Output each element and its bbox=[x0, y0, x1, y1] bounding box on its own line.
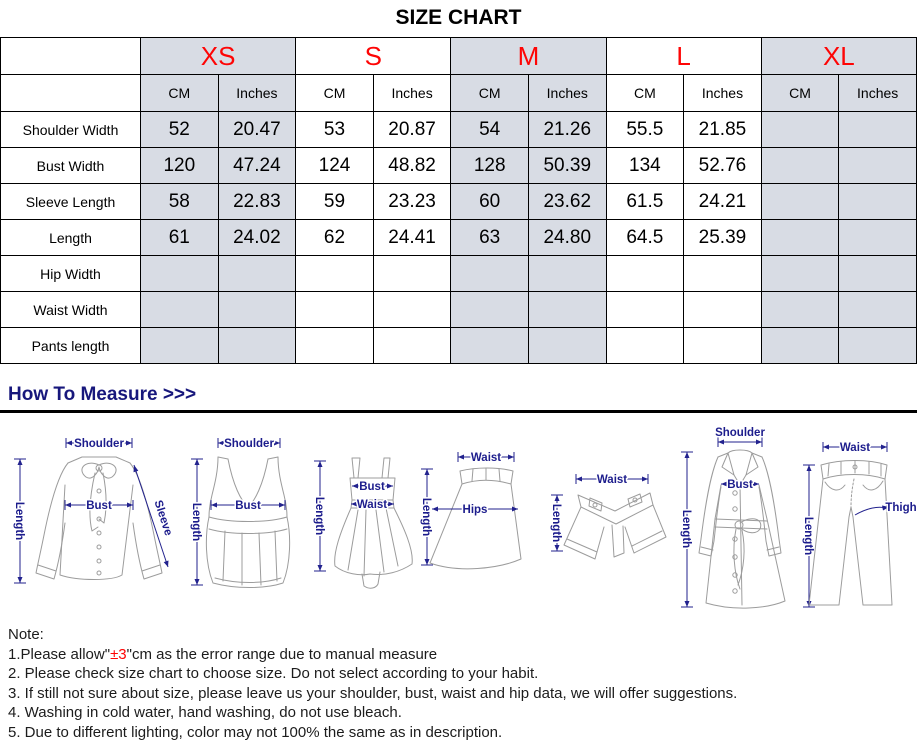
length-arrow bbox=[802, 465, 815, 607]
value-cell bbox=[528, 292, 606, 328]
value-cell: 24.21 bbox=[684, 184, 762, 220]
row-label: Sleeve Length bbox=[1, 184, 141, 220]
value-cell bbox=[451, 328, 529, 364]
value-cell: 63 bbox=[451, 220, 529, 256]
value-cell bbox=[373, 328, 451, 364]
unit-header: CM bbox=[296, 75, 374, 112]
value-cell: 59 bbox=[296, 184, 374, 220]
value-cell bbox=[839, 148, 917, 184]
value-cell bbox=[373, 256, 451, 292]
bust-arrow bbox=[721, 479, 759, 491]
value-cell: 21.26 bbox=[528, 112, 606, 148]
note-1-prefix: 1.Please allow" bbox=[8, 645, 111, 663]
value-cell: 134 bbox=[606, 148, 684, 184]
value-cell: 60 bbox=[451, 184, 529, 220]
value-cell bbox=[606, 256, 684, 292]
value-cell bbox=[839, 184, 917, 220]
value-cell: 20.87 bbox=[373, 112, 451, 148]
tank-top-figure bbox=[185, 435, 297, 593]
waist-arrow bbox=[576, 474, 648, 486]
unit-header: Inches bbox=[839, 75, 917, 112]
blouse-length-label: Length bbox=[13, 501, 25, 541]
table-row bbox=[1, 148, 917, 184]
hips-arrow bbox=[432, 504, 518, 516]
length-arrow bbox=[13, 459, 26, 583]
value-cell bbox=[839, 292, 917, 328]
unit-header: Inches bbox=[684, 75, 762, 112]
pants-waist-label: Waist bbox=[839, 442, 871, 454]
value-cell: 55.5 bbox=[606, 112, 684, 148]
dress-waist-label: Waist bbox=[356, 499, 388, 511]
value-cell bbox=[373, 292, 451, 328]
value-cell bbox=[761, 148, 839, 184]
value-cell bbox=[761, 328, 839, 364]
corner-cell bbox=[1, 75, 141, 112]
value-cell bbox=[606, 292, 684, 328]
measurement-figures bbox=[0, 413, 917, 619]
size-header-row bbox=[1, 38, 917, 75]
value-cell bbox=[218, 292, 296, 328]
coat-length-label: Length bbox=[680, 509, 692, 549]
bust-arrow bbox=[65, 500, 133, 512]
coat-bust-label: Bust bbox=[727, 479, 753, 491]
note-line-4: 4. Washing in cold water, hand washing, do not use bleach. bbox=[8, 704, 402, 721]
length-arrow bbox=[190, 459, 203, 585]
value-cell: 58 bbox=[141, 184, 219, 220]
shoulder-arrow bbox=[218, 438, 280, 450]
value-cell bbox=[761, 112, 839, 148]
value-cell: 128 bbox=[451, 148, 529, 184]
shorts-length-label: Length bbox=[550, 503, 562, 543]
value-cell bbox=[528, 256, 606, 292]
bust-arrow bbox=[211, 500, 285, 512]
pants-figure bbox=[793, 435, 917, 615]
value-cell: 21.85 bbox=[684, 112, 762, 148]
tolerance-value: ±3 bbox=[110, 645, 127, 663]
pants-length-label: Length bbox=[802, 516, 814, 556]
skirt-length-label: Length bbox=[420, 497, 432, 537]
size-header-m: M bbox=[451, 38, 606, 75]
sleeve-arrow bbox=[134, 465, 175, 567]
table-row bbox=[1, 256, 917, 292]
table-row bbox=[1, 112, 917, 148]
shorts-waist-label: Waist bbox=[596, 474, 628, 486]
value-cell: 24.02 bbox=[218, 220, 296, 256]
value-cell: 62 bbox=[296, 220, 374, 256]
value-cell bbox=[839, 220, 917, 256]
value-cell bbox=[761, 256, 839, 292]
dress-bust-label: Bust bbox=[359, 481, 385, 493]
size-header-l: L bbox=[606, 38, 761, 75]
waist-arrow bbox=[458, 452, 514, 464]
value-cell: 48.82 bbox=[373, 148, 451, 184]
tank-bust-label: Bust bbox=[235, 500, 261, 512]
waist-arrow bbox=[823, 442, 887, 454]
value-cell bbox=[141, 292, 219, 328]
value-cell: 64.5 bbox=[606, 220, 684, 256]
value-cell: 61.5 bbox=[606, 184, 684, 220]
thigh-arrow bbox=[855, 502, 917, 515]
value-cell bbox=[684, 292, 762, 328]
row-label: Shoulder Width bbox=[1, 112, 141, 148]
unit-header: Inches bbox=[218, 75, 296, 112]
size-header-s: S bbox=[296, 38, 451, 75]
length-arrow bbox=[680, 452, 693, 607]
size-header-xl: XL bbox=[761, 38, 916, 75]
how-to-measure-heading: How To Measure >>> bbox=[8, 384, 197, 405]
row-label: Hip Width bbox=[1, 256, 141, 292]
blouse-sleeve-label: Sleeve bbox=[151, 498, 175, 538]
unit-header: CM bbox=[761, 75, 839, 112]
table-row bbox=[1, 292, 917, 328]
value-cell: 24.41 bbox=[373, 220, 451, 256]
value-cell bbox=[839, 328, 917, 364]
unit-header: CM bbox=[606, 75, 684, 112]
table-row bbox=[1, 328, 917, 364]
value-cell: 24.80 bbox=[528, 220, 606, 256]
row-label: Bust Width bbox=[1, 148, 141, 184]
value-cell: 25.39 bbox=[684, 220, 762, 256]
value-cell: 52.76 bbox=[684, 148, 762, 184]
value-cell bbox=[451, 292, 529, 328]
value-cell: 23.23 bbox=[373, 184, 451, 220]
page-title: SIZE CHART bbox=[395, 6, 522, 29]
unit-header: Inches bbox=[373, 75, 451, 112]
notes-heading: Note: bbox=[8, 626, 44, 643]
value-cell: 124 bbox=[296, 148, 374, 184]
value-cell: 120 bbox=[141, 148, 219, 184]
note-1-suffix: "cm as the error range due to manual measure bbox=[126, 645, 438, 663]
coat-shoulder-label: Shoulder bbox=[715, 427, 765, 439]
pants-thigh-label: Thigh bbox=[885, 502, 917, 514]
value-cell bbox=[296, 328, 374, 364]
dress-figure bbox=[300, 438, 425, 593]
row-label: Length bbox=[1, 220, 141, 256]
unit-header-row bbox=[1, 75, 917, 112]
shorts-figure bbox=[540, 453, 675, 571]
value-cell bbox=[141, 328, 219, 364]
value-cell: 50.39 bbox=[528, 148, 606, 184]
value-cell: 47.24 bbox=[218, 148, 296, 184]
blouse-shoulder-label: Shoulder bbox=[74, 438, 124, 450]
value-cell: 52 bbox=[141, 112, 219, 148]
skirt-waist-label: Waist bbox=[470, 452, 502, 464]
skirt-hips-label: Hips bbox=[462, 504, 488, 516]
blouse-bust-label: Bust bbox=[86, 500, 112, 512]
value-cell: 22.83 bbox=[218, 184, 296, 220]
note-line-2: 2. Please check size chart to choose size. Do not select according to your habit. bbox=[8, 665, 539, 682]
unit-header: CM bbox=[451, 75, 529, 112]
size-header-xs: XS bbox=[141, 38, 296, 75]
dress-length-label: Length bbox=[313, 496, 325, 536]
shoulder-arrow bbox=[66, 438, 132, 450]
waist-arrow bbox=[351, 499, 394, 511]
note-line-1 bbox=[8, 645, 917, 665]
tank-length-label: Length bbox=[190, 502, 202, 542]
row-label: Pants length bbox=[1, 328, 141, 364]
shoulder-arrow bbox=[715, 427, 765, 447]
value-cell bbox=[528, 328, 606, 364]
value-cell bbox=[684, 328, 762, 364]
value-cell bbox=[761, 184, 839, 220]
value-cell: 53 bbox=[296, 112, 374, 148]
value-cell bbox=[218, 328, 296, 364]
value-cell bbox=[606, 328, 684, 364]
unit-header: CM bbox=[141, 75, 219, 112]
coat-figure bbox=[678, 427, 800, 615]
note-line-3: 3. If still not sure about size, please leave us your shoulder, bust, waist and hip data, we will offer suggestions. bbox=[8, 684, 738, 702]
value-cell bbox=[839, 256, 917, 292]
length-arrow bbox=[313, 461, 326, 571]
value-cell: 20.47 bbox=[218, 112, 296, 148]
bust-arrow bbox=[352, 481, 393, 493]
value-cell: 54 bbox=[451, 112, 529, 148]
size-table bbox=[0, 37, 917, 364]
blouse-figure bbox=[8, 435, 180, 593]
note-line-5: 5. Due to different lighting, color may not 100% the same as in description. bbox=[8, 723, 503, 741]
value-cell bbox=[218, 256, 296, 292]
length-arrow bbox=[550, 495, 563, 551]
length-arrow bbox=[420, 469, 433, 565]
tank-shoulder-label: Shoulder bbox=[224, 438, 274, 450]
value-cell bbox=[296, 292, 374, 328]
corner-cell bbox=[1, 38, 141, 75]
notes-section bbox=[8, 625, 917, 742]
value-cell bbox=[761, 292, 839, 328]
table-row bbox=[1, 220, 917, 256]
value-cell bbox=[839, 112, 917, 148]
value-cell bbox=[296, 256, 374, 292]
value-cell bbox=[141, 256, 219, 292]
unit-header: Inches bbox=[528, 75, 606, 112]
table-row bbox=[1, 184, 917, 220]
value-cell: 61 bbox=[141, 220, 219, 256]
skirt-figure bbox=[418, 447, 528, 577]
value-cell: 23.62 bbox=[528, 184, 606, 220]
row-label: Waist Width bbox=[1, 292, 141, 328]
value-cell bbox=[684, 256, 762, 292]
value-cell bbox=[451, 256, 529, 292]
value-cell bbox=[761, 220, 839, 256]
